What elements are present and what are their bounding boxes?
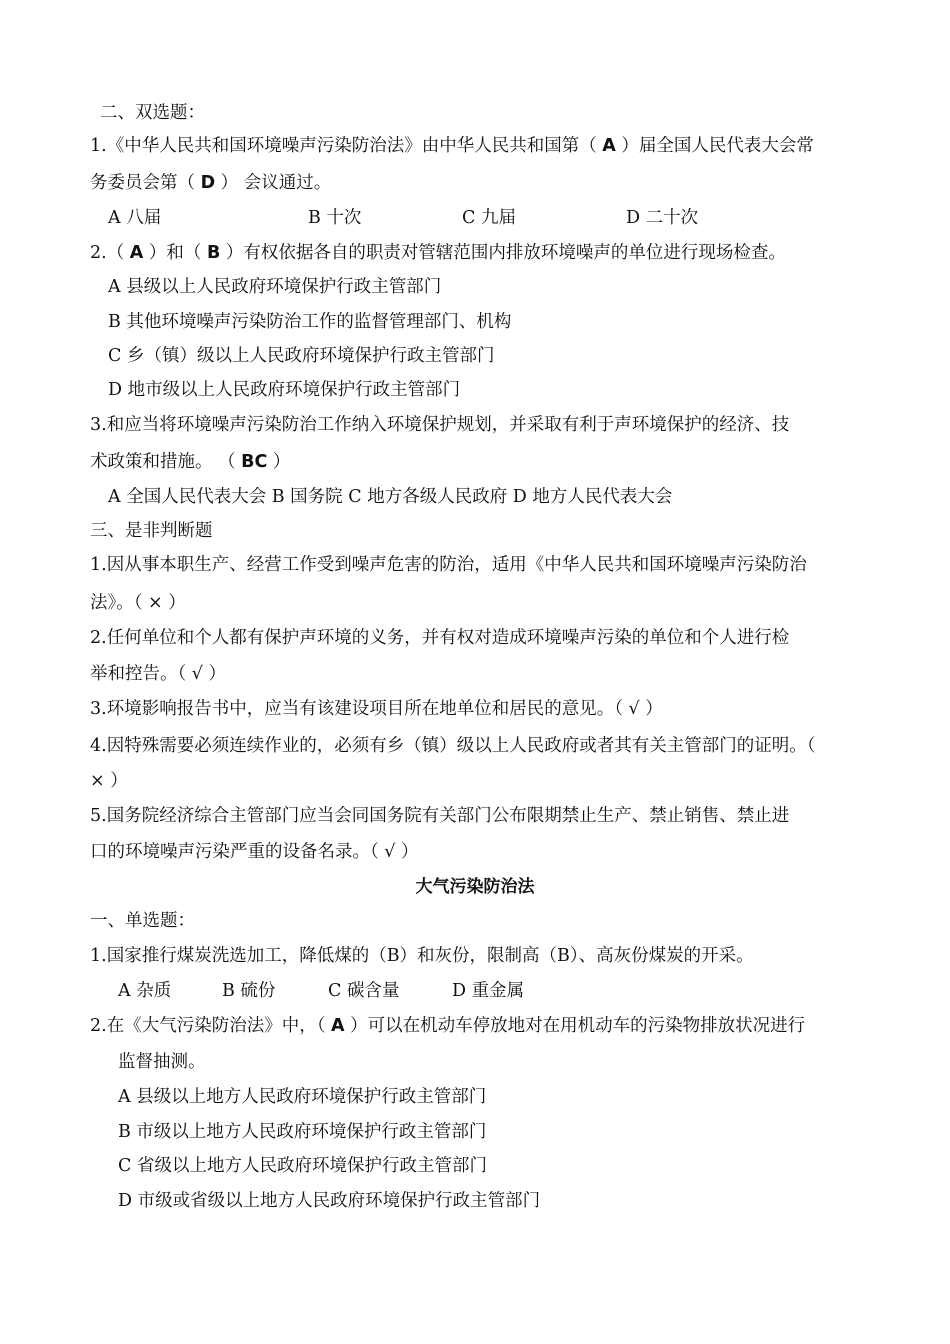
answer-mark: B	[206, 243, 221, 263]
option: C 乡（镇）级以上人民政府环境保护行政主管部门	[108, 346, 495, 366]
question-line: 1.国家推行煤炭洗选加工，降低煤的（B）和灰份，限制高（B）、高灰份煤炭的开采。	[90, 946, 754, 966]
question-text: ）有权依据各自的职责对管辖范围内排放环境噪声的单位进行现场检查。	[220, 243, 786, 263]
option: D 二十次	[626, 208, 699, 228]
question-line: 2.任何单位和个人都有保护声环境的义务，并有权对造成环境噪声污染的单位和个人进行检	[90, 628, 790, 648]
option: C 省级以上地方人民政府环境保护行政主管部门	[118, 1156, 487, 1176]
answer-mark: A	[129, 243, 144, 263]
section-heading-double-choice: 二、双选题：	[100, 103, 205, 123]
answer-mark: A	[331, 1016, 345, 1036]
question-text: 术政策和措施。 （	[90, 452, 242, 472]
answer-mark: D	[200, 173, 216, 193]
question-line	[90, 134, 814, 158]
answer-mark: BC	[241, 452, 268, 472]
option-row: A 全国人民代表大会 B 国务院 C 地方各级人民政府 D 地方人民代表大会	[108, 487, 673, 507]
option: B 硫份	[222, 981, 276, 1001]
question-line: 5.国务院经济综合主管部门应当会同国务院有关部门公布限期禁止生产、禁止销售、禁止进	[90, 806, 790, 826]
question-line	[90, 241, 786, 265]
question-text: 1.《中华人民共和国环境噪声污染防治法》由中华人民共和国第（	[90, 136, 603, 156]
question-text: ）和（	[143, 243, 207, 263]
question-line: 1.因从事本职生产、经营工作受到噪声危害的防治，适用《中华人民共和国环境噪声污染防治	[90, 555, 807, 575]
question-line: 3.和应当将环境噪声污染防治工作纳入环境保护规划，并采取有利于声环境保护的经济、技	[90, 415, 790, 435]
option: C 九届	[462, 208, 516, 228]
answer-mark: A	[602, 136, 616, 156]
question-line: 口的环境噪声污染严重的设备名录。（ √ ）	[90, 842, 419, 862]
option: D 市级或省级以上地方人民政府环境保护行政主管部门	[118, 1191, 541, 1211]
section-title: 大气污染防治法	[415, 877, 535, 897]
option: B 市级以上地方人民政府环境保护行政主管部门	[118, 1122, 487, 1142]
question-line: 法》。（ × ）	[90, 593, 186, 613]
question-text: 2.（	[90, 243, 130, 263]
question-line: × ）	[90, 771, 128, 791]
question-text: ）届全国人民代表大会常	[615, 136, 814, 156]
question-text: 务委员会第（	[90, 173, 201, 193]
question-line: 4.因特殊需要必须连续作业的，必须有乡（镇）级以上人民政府或者其有关主管部门的证明。（	[90, 736, 816, 756]
option: D 重金属	[452, 981, 525, 1001]
option: B 其他环境噪声污染防治工作的监督管理部门、机构	[108, 312, 512, 332]
question-line	[90, 171, 331, 195]
question-text: 2.在《大气污染防治法》中，（	[90, 1016, 332, 1036]
section-heading-true-false: 三、是非判断题	[90, 521, 213, 541]
question-line	[90, 450, 290, 474]
option: A 八届	[108, 208, 162, 228]
question-text: ）	[267, 452, 291, 472]
option: C 碳含量	[328, 981, 400, 1001]
question-line: 举和控告。（ √ ）	[90, 664, 227, 684]
option: A 杂质	[118, 981, 172, 1001]
section-heading-single-choice: 一、单选题：	[90, 911, 195, 931]
option: A 县级以上人民政府环境保护行政主管部门	[108, 277, 442, 297]
option: B 十次	[308, 208, 362, 228]
question-text: ）可以在机动车停放地对在用机动车的污染物排放状况进行	[344, 1016, 806, 1036]
option: D 地市级以上人民政府环境保护行政主管部门	[108, 380, 461, 400]
question-line	[90, 1014, 805, 1038]
question-line: 监督抽测。	[118, 1052, 206, 1072]
question-text: ） 会议通过。	[215, 173, 332, 193]
option: A 县级以上地方人民政府环境保护行政主管部门	[118, 1087, 487, 1107]
question-line: 3.环境影响报告书中，应当有该建设项目所在地单位和居民的意见。（ √ ）	[90, 699, 663, 719]
